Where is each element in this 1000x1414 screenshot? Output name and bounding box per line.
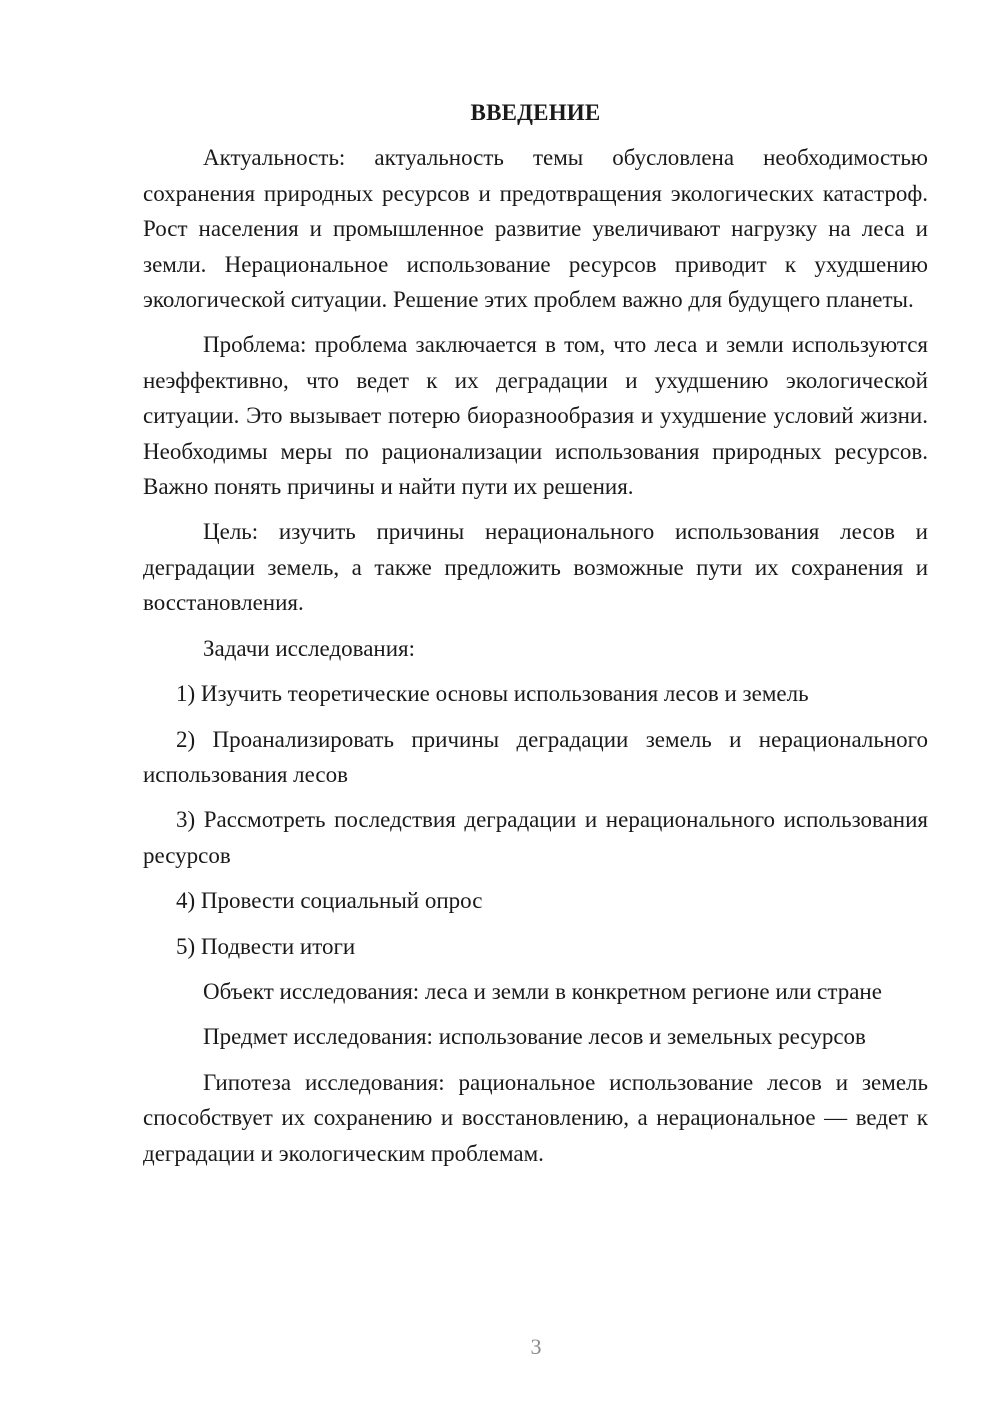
- page-number: 3: [530, 1334, 542, 1359]
- paragraph-hypothesis: Гипотеза исследования: рациональное использование лесов и земель способствует их сохранению и восстановлению, а нерациональное — ведет к деградации и экологическим проблемам.: [143, 1069, 928, 1166]
- task-item: 3) Рассмотреть последствия деградации и нерационального использования ресурсов: [143, 807, 928, 868]
- task-item: 4) Провести социальный опрос: [176, 888, 483, 914]
- paragraph-goal: Цель: изучить причины нерационального использования лесов и деградации земель, а также предложить возможные пути их сохранения и восстановления.: [143, 519, 928, 616]
- paragraph-subject: Предмет исследования: использование лесов и земельных ресурсов: [203, 1024, 866, 1050]
- paragraph-object: Объект исследования: леса и земли в конкретном регионе или стране: [203, 978, 882, 1004]
- task-item: 5) Подвести итоги: [176, 933, 356, 959]
- tasks-label: Задачи исследования:: [203, 635, 416, 661]
- task-item: 1) Изучить теоретические основы использования лесов и земель: [176, 681, 809, 707]
- section-heading: ВВЕДЕНИЕ: [470, 100, 601, 125]
- paragraph-problem: Проблема: проблема заключается в том, что леса и земли используются неэффективно, что ведет к их деградации и ухудшению экологической ситуации. Это вызывает потерю биоразнообразия и ухудшение условий жизни. Необходимы меры по рационализации использования природных ресурсов. Важно понять причины и найти пути их решения.: [143, 332, 928, 500]
- paragraph-relevance: Актуальность: актуальность темы обусловлена необходимостью сохранения природных ресурсов и предотвращения экологических катастроф. Рост населения и промышленное развитие увеличивают нагрузку на леса и земли. Нерациональное использование ресурсов приводит к ухудшению экологической ситуации. Решение этих проблем важно для будущего планеты.: [143, 145, 928, 313]
- page-content: [143, 95, 928, 1181]
- task-item: 2) Проанализировать причины деградации земель и нерационального использования лесов: [143, 726, 928, 787]
